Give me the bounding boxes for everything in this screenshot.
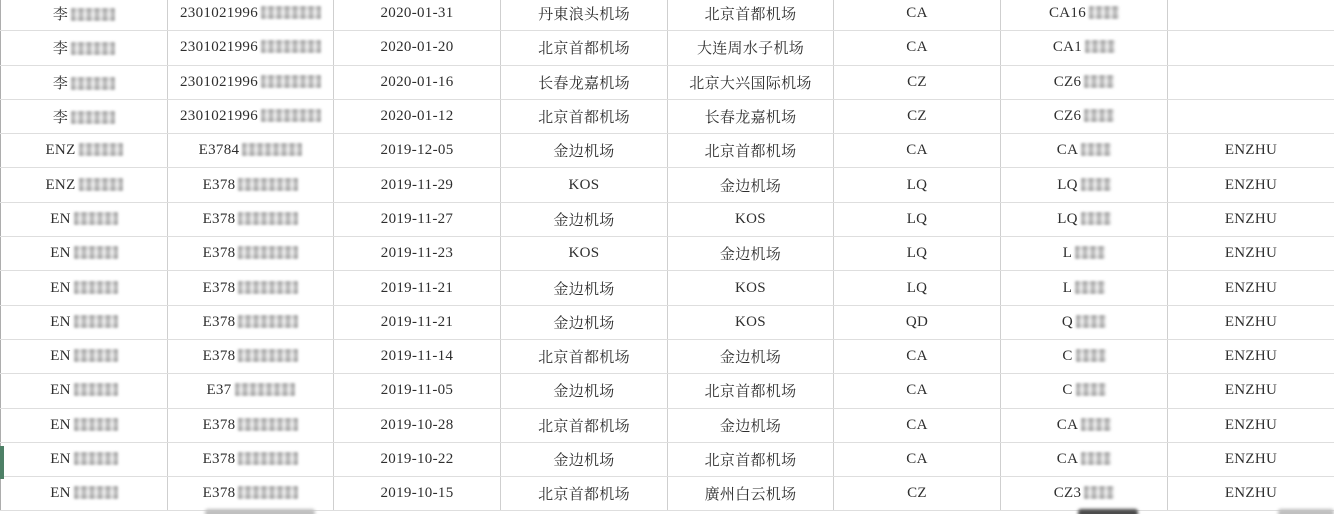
redaction-blur [74,349,118,362]
cell-airline-code[interactable]: LQ [834,237,1001,271]
partial-next-row-redaction [1278,509,1334,514]
cell-flight-number[interactable]: L [1001,271,1168,305]
redaction-blur [74,212,118,225]
cell-departure-airport[interactable]: 北京首都机场 [501,31,668,65]
cell-departure-airport[interactable]: 北京首都机场 [501,408,668,442]
redaction-blur [1076,315,1106,328]
redaction-blur [1081,178,1111,191]
cell-flight-number[interactable]: CA [1001,408,1168,442]
cell-airline-code[interactable]: CA [834,0,1001,31]
redaction-blur [238,315,298,328]
cell-remark[interactable] [1168,0,1334,31]
cell-remark[interactable] [1168,31,1334,65]
cell-remark[interactable]: ENZHU [1168,374,1334,408]
redaction-blur [74,315,118,328]
cell-remark[interactable]: ENZHU [1168,305,1334,339]
redaction-blur [1075,281,1105,294]
redaction-blur [74,452,118,465]
cell-arrival-airport[interactable]: 金边机场 [668,339,834,373]
cell-flight-date[interactable]: 2020-01-16 [334,65,501,99]
cell-passenger-name[interactable]: EN [1,477,168,511]
cell-passenger-name[interactable]: EN [1,271,168,305]
cell-flight-number[interactable]: CZ6 [1001,65,1168,99]
redaction-blur [235,383,295,396]
cell-arrival-airport[interactable]: 金边机场 [668,408,834,442]
partial-next-row-redaction [205,509,315,514]
cell-document-number[interactable]: E378 [168,339,334,373]
cell-arrival-airport[interactable]: 廣州白云机场 [668,477,834,511]
cell-passenger-name[interactable]: 李 [1,0,168,31]
cell-flight-date[interactable]: 2019-11-14 [334,339,501,373]
redaction-blur [1081,452,1111,465]
cell-remark[interactable] [1168,99,1334,133]
redaction-blur [1081,143,1111,156]
table-row [1,31,1334,65]
cell-arrival-airport[interactable]: 北京首都机场 [668,134,834,168]
redaction-blur [74,418,118,431]
cell-airline-code[interactable]: CA [834,374,1001,408]
table-row [1,442,1334,476]
cell-remark[interactable]: ENZHU [1168,408,1334,442]
cell-passenger-name[interactable]: EN [1,305,168,339]
table-row [1,408,1334,442]
cell-flight-number[interactable]: CA [1001,134,1168,168]
cell-arrival-airport[interactable]: 北京首都机场 [668,442,834,476]
cell-flight-date[interactable]: 2020-01-20 [334,31,501,65]
cell-airline-code[interactable]: LQ [834,202,1001,236]
cell-departure-airport[interactable]: 丹東浪头机场 [501,0,668,31]
cell-departure-airport[interactable]: 北京首都机场 [501,477,668,511]
cell-passenger-name[interactable]: 李 [1,99,168,133]
table-row [1,374,1334,408]
cell-arrival-airport[interactable]: 长春龙嘉机场 [668,99,834,133]
cell-passenger-name[interactable]: EN [1,442,168,476]
cell-flight-date[interactable]: 2019-10-22 [334,442,501,476]
cell-flight-number[interactable]: Q [1001,305,1168,339]
cell-document-number[interactable]: 2301021996 [168,99,334,133]
cell-departure-airport[interactable]: 金边机场 [501,202,668,236]
cell-airline-code[interactable]: QD [834,305,1001,339]
cell-airline-code[interactable]: CZ [834,65,1001,99]
cell-flight-number[interactable]: LQ [1001,168,1168,202]
cell-passenger-name[interactable]: EN [1,339,168,373]
cell-arrival-airport[interactable]: KOS [668,202,834,236]
cell-flight-date[interactable]: 2019-11-29 [334,168,501,202]
redaction-blur [238,246,298,259]
redaction-blur [242,143,302,156]
cell-document-number[interactable]: E3784 [168,134,334,168]
redaction-blur [238,418,298,431]
redaction-blur [71,42,115,55]
table-row [1,0,1334,31]
cell-flight-number[interactable]: CZ3 [1001,477,1168,511]
cell-departure-airport[interactable]: 金边机场 [501,305,668,339]
cell-passenger-name[interactable]: EN [1,237,168,271]
cell-flight-date[interactable]: 2019-11-23 [334,237,501,271]
cell-flight-date[interactable]: 2019-10-15 [334,477,501,511]
cell-airline-code[interactable]: CA [834,339,1001,373]
redaction-blur [1075,246,1105,259]
cell-arrival-airport[interactable]: 北京首都机场 [668,0,834,31]
cell-airline-code[interactable]: CZ [834,99,1001,133]
cell-departure-airport[interactable]: 北京首都机场 [501,99,668,133]
redaction-blur [238,178,298,191]
redaction-blur [1081,418,1111,431]
cell-remark[interactable]: ENZHU [1168,442,1334,476]
cell-passenger-name[interactable]: ENZ [1,134,168,168]
table-row [1,237,1334,271]
redaction-blur [238,281,298,294]
cell-flight-number[interactable]: CA1 [1001,31,1168,65]
cell-document-number[interactable]: E378 [168,202,334,236]
redaction-blur [1084,486,1114,499]
cell-airline-code[interactable]: CA [834,31,1001,65]
cell-document-number[interactable]: E378 [168,237,334,271]
cell-flight-date[interactable]: 2019-11-05 [334,374,501,408]
cell-document-number[interactable]: 2301021996 [168,31,334,65]
cell-airline-code[interactable]: CA [834,442,1001,476]
redaction-blur [238,452,298,465]
cell-remark[interactable]: ENZHU [1168,134,1334,168]
cell-airline-code[interactable]: LQ [834,271,1001,305]
table-row [1,168,1334,202]
cell-passenger-name[interactable]: 李 [1,31,168,65]
cell-passenger-name[interactable]: ENZ [1,168,168,202]
cell-flight-number[interactable]: C [1001,339,1168,373]
cell-flight-date[interactable]: 2019-12-05 [334,134,501,168]
redaction-blur [261,40,321,53]
table-row [1,134,1334,168]
cell-passenger-name[interactable]: EN [1,408,168,442]
cell-passenger-name[interactable]: 李 [1,65,168,99]
cell-document-number[interactable]: E37 [168,374,334,408]
redaction-blur [238,349,298,362]
cell-flight-date[interactable]: 2019-11-27 [334,202,501,236]
row-selection-marker [0,446,4,479]
cell-flight-number[interactable]: CA16 [1001,0,1168,31]
redaction-blur [79,143,123,156]
table-row [1,65,1334,99]
cell-remark[interactable]: ENZHU [1168,477,1334,511]
cell-departure-airport[interactable]: 金边机场 [501,271,668,305]
cell-document-number[interactable]: E378 [168,271,334,305]
table-row [1,202,1334,236]
cell-arrival-airport[interactable]: 金边机场 [668,237,834,271]
redaction-blur [74,383,118,396]
cell-remark[interactable] [1168,65,1334,99]
redaction-blur [261,75,321,88]
redaction-blur [71,111,115,124]
cell-airline-code[interactable]: CZ [834,477,1001,511]
redaction-blur [1076,349,1106,362]
cell-flight-number[interactable]: CZ6 [1001,99,1168,133]
redaction-blur [74,281,118,294]
redaction-blur [74,486,118,499]
cell-document-number[interactable]: E378 [168,305,334,339]
cell-departure-airport[interactable]: 金边机场 [501,374,668,408]
redaction-blur [79,178,123,191]
cell-departure-airport[interactable]: KOS [501,168,668,202]
cell-remark[interactable]: ENZHU [1168,202,1334,236]
cell-arrival-airport[interactable]: 大连周水子机场 [668,31,834,65]
cell-departure-airport[interactable]: KOS [501,237,668,271]
cell-document-number[interactable]: 2301021996 [168,65,334,99]
cell-flight-date[interactable]: 2019-10-28 [334,408,501,442]
redaction-blur [71,8,115,21]
cell-flight-date[interactable]: 2019-11-21 [334,271,501,305]
redaction-blur [261,109,321,122]
cell-airline-code[interactable]: CA [834,134,1001,168]
redaction-blur [1084,75,1114,88]
cell-remark[interactable]: ENZHU [1168,271,1334,305]
redaction-blur [238,212,298,225]
cell-flight-number[interactable]: LQ [1001,202,1168,236]
cell-flight-date[interactable]: 2020-01-31 [334,0,501,31]
table-row [1,339,1334,373]
flight-table-body [1,0,1334,511]
redaction-blur [1081,212,1111,225]
cell-document-number[interactable]: E378 [168,168,334,202]
cell-departure-airport[interactable]: 长春龙嘉机场 [501,65,668,99]
redaction-blur [261,6,321,19]
cell-departure-airport[interactable]: 金边机场 [501,442,668,476]
cell-flight-number[interactable]: L [1001,237,1168,271]
redaction-blur [1085,40,1115,53]
cell-flight-number[interactable]: CA [1001,442,1168,476]
cell-arrival-airport[interactable]: KOS [668,305,834,339]
cell-departure-airport[interactable]: 金边机场 [501,134,668,168]
redaction-blur [1089,6,1119,19]
cell-remark[interactable]: ENZHU [1168,237,1334,271]
cell-document-number[interactable]: 2301021996 [168,0,334,31]
cell-passenger-name[interactable]: EN [1,202,168,236]
table-row [1,477,1334,511]
partial-next-row-redaction [1078,509,1138,514]
cell-arrival-airport[interactable]: KOS [668,271,834,305]
table-row [1,99,1334,133]
cell-remark[interactable]: ENZHU [1168,168,1334,202]
cell-arrival-airport[interactable]: 金边机场 [668,168,834,202]
redaction-blur [71,77,115,90]
redaction-blur [1076,383,1106,396]
cell-arrival-airport[interactable]: 北京大兴国际机场 [668,65,834,99]
cell-remark[interactable]: ENZHU [1168,339,1334,373]
redaction-blur [1084,109,1114,122]
cell-document-number[interactable]: E378 [168,477,334,511]
cell-airline-code[interactable]: LQ [834,168,1001,202]
table-row [1,271,1334,305]
cell-departure-airport[interactable]: 北京首都机场 [501,339,668,373]
redaction-blur [74,246,118,259]
cell-passenger-name[interactable]: EN [1,374,168,408]
table-row [1,305,1334,339]
cell-document-number[interactable]: E378 [168,442,334,476]
cell-document-number[interactable]: E378 [168,408,334,442]
redaction-blur [238,486,298,499]
cell-arrival-airport[interactable]: 北京首都机场 [668,374,834,408]
cell-flight-date[interactable]: 2020-01-12 [334,99,501,133]
cell-flight-date[interactable]: 2019-11-21 [334,305,501,339]
cell-airline-code[interactable]: CA [834,408,1001,442]
cell-flight-number[interactable]: C [1001,374,1168,408]
